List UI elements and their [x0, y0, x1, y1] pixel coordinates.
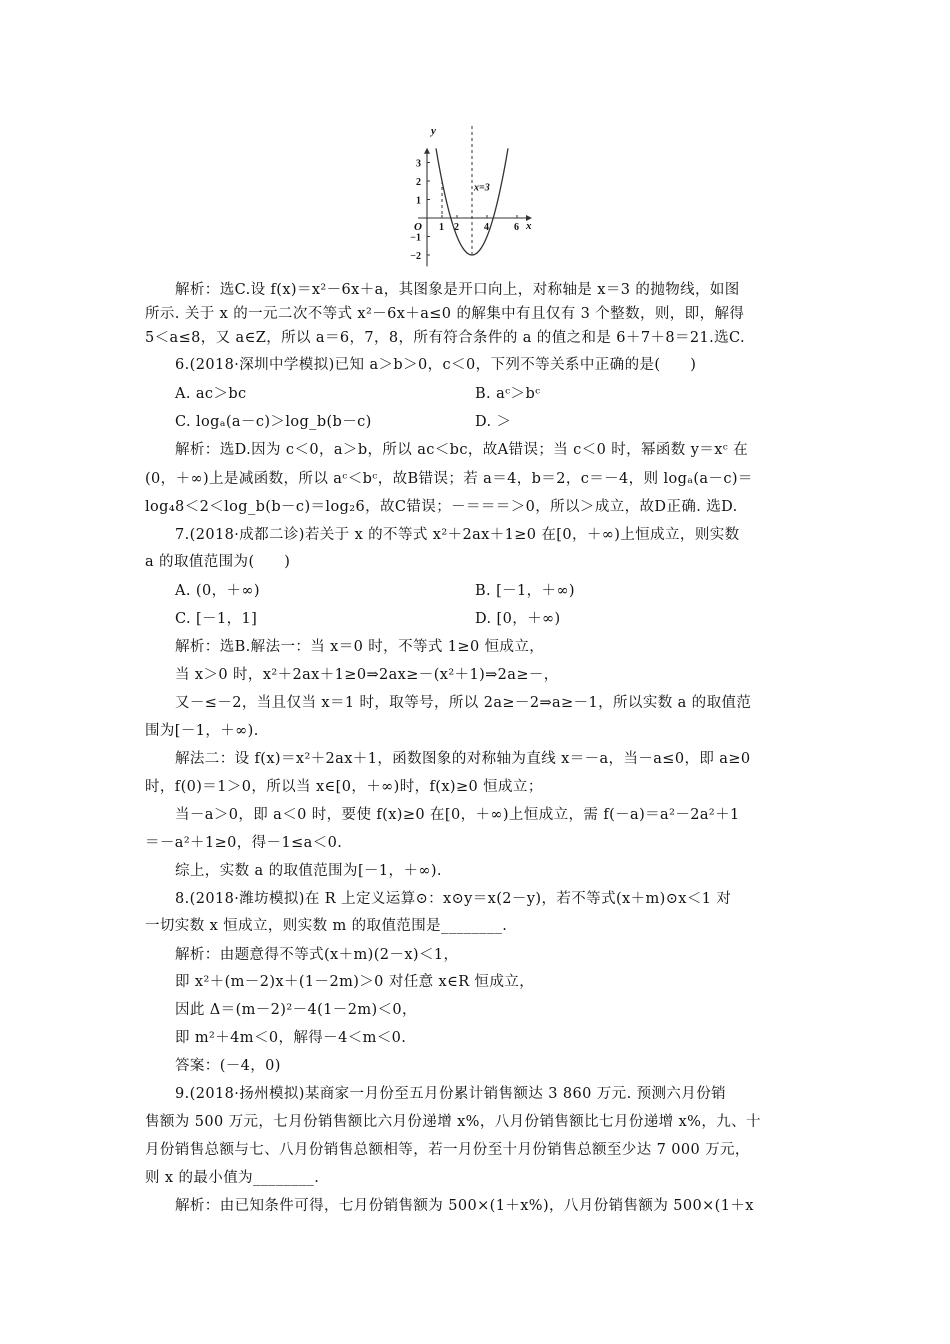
y-tick-label: 3	[416, 158, 421, 170]
solution-7-line-9: 综上，实数 a 的取值范围为[－1，＋∞).	[175, 863, 442, 879]
solution-7-line-3: 又－≤－2，当且仅当 x＝1 时，取等号，所以 2a≥－2⇒a≥－1，所以实数 a 的取值范	[175, 695, 752, 711]
origin-label: O	[414, 221, 422, 233]
q7-option-b: B. [－1，＋∞)	[475, 583, 575, 599]
symmetry-annotation: x=3	[474, 182, 490, 194]
question-8-stem-line-1: 8.(2018·潍坊模拟)在 R 上定义运算⊙：x⊙y＝x(2－y)，若不等式(x＋m)⊙x＜1 对	[175, 891, 732, 907]
y-axis-label: y	[431, 125, 436, 137]
solution-7-line-4: 围为[－1，＋∞).	[145, 723, 259, 739]
solution-5-line-3: 5＜a≤8，又 a∈Z，所以 a＝6，7，8，所有符合条件的 a 的值之和是 6＋7＋8＝21.选C.	[145, 330, 746, 346]
y-tick-label: −1	[410, 232, 421, 244]
question-9-stem-line-4: 则 x 的最小值为________.	[145, 1170, 320, 1186]
question-7-stem-line-2: a 的取值范围为( )	[145, 554, 291, 570]
answer-8: 答案：(－4，0)	[175, 1058, 281, 1074]
question-9-stem-line-1: 9.(2018·扬州模拟)某商家一月份至五月份累计销售额达 3 860 万元. 预测六月份销	[175, 1086, 727, 1102]
question-8-stem-line-2: 一切实数 x 恒成立，则实数 m 的取值范围是________.	[145, 918, 508, 934]
solution-6-line-1: 解析：选D.因为 c＜0，a＞b，所以 ac＜bc，故A错误；当 c＜0 时，幂函数 y＝xᶜ 在	[175, 442, 749, 458]
solution-7-line-5: 解法二：设 f(x)＝x²＋2ax＋1，函数图象的对称轴为直线 x＝－a，当－a≤0，即 a≥0	[175, 751, 751, 767]
solution-8-line-4: 即 m²＋4m＜0，解得－4＜m＜0.	[175, 1030, 407, 1046]
parabola-graph	[405, 122, 587, 272]
x-tick-label: 2	[454, 222, 459, 233]
solution-8-line-1: 解析：由题意得不等式(x＋m)(2－x)＜1，	[175, 947, 459, 963]
q6-option-a: A. ac＞bc	[175, 386, 247, 402]
question-6-stem: 6.(2018·深圳中学模拟)已知 a＞b＞0，c＜0，下列不等关系中正确的是( )	[175, 357, 697, 373]
y-tick-label: 2	[416, 177, 421, 188]
q7-option-a: A. (0，＋∞)	[175, 583, 260, 599]
q7-option-d: D. [0，＋∞)	[475, 611, 561, 627]
x-tick-label: 1	[439, 222, 444, 233]
solution-7-line-8: ＝－a²＋1≥0，得－1≤a＜0.	[145, 835, 343, 851]
y-tick-label: −2	[410, 251, 421, 262]
x-tick-label: 6	[514, 222, 519, 233]
solution-7-line-2: 当 x＞0 时，x²＋2ax＋1≥0⇒2ax≥－(x²＋1)⇒2a≥－，	[175, 667, 559, 683]
solution-5-line-1: 解析：选C.设 f(x)＝x²－6x＋a，其图象是开口向上，对称轴是 x＝3 的抛物线，如图	[175, 282, 740, 298]
question-9-stem-line-2: 售额为 500 万元，七月份销售额比六月份递增 x%，八月份销售额比七月份递增 x%，九、十	[145, 1114, 761, 1130]
solution-7-line-1: 解析：选B.解法一：当 x＝0 时，不等式 1≥0 恒成立，	[175, 639, 545, 655]
parabola-figure	[405, 122, 587, 272]
q6-option-d: D. ＞	[475, 414, 512, 430]
y-axis-arrow	[424, 148, 430, 154]
q6-option-c: C. logₐ(a－c)＞log_b(b－c)	[175, 414, 372, 430]
x-axis-label: x	[526, 220, 532, 232]
q7-option-c: C. [－1，1]	[175, 611, 258, 627]
solution-8-line-2: 即 x²＋(m－2)x＋(1－2m)＞0 对任意 x∈R 恒成立，	[175, 974, 535, 990]
solution-7-line-7: 当－a＞0，即 a＜0 时，要使 f(x)≥0 在[0，＋∞)上恒成立，需 f(－a)＝a²－2a²＋1	[175, 807, 740, 823]
solution-9-line-1: 解析：由已知条件可得，七月份销售额为 500×(1＋x%)，八月份销售额为 500×(1＋x	[175, 1198, 754, 1214]
question-9-stem-line-3: 月份销售总额与七、八月份销售总额相等，若一月份至十月份销售总额至少达 7 000 万元，	[145, 1142, 750, 1158]
y-tick-label: 1	[416, 195, 421, 207]
solution-8-line-3: 因此 Δ＝(m－2)²－4(1－2m)＜0，	[175, 1002, 417, 1018]
solution-6-line-3: log₄8＜2＜log_b(b－c)＝log₂6，故C错误；－＝＝＝＞0，所以＞成立，故D正确. 选D.	[145, 499, 738, 515]
solution-5-line-2: 所示. 关于 x 的一元二次不等式 x²－6x＋a≤0 的解集中有且仅有 3 个整数，则，即，解得	[145, 306, 745, 322]
q6-option-b: B. aᶜ＞bᶜ	[475, 386, 541, 402]
solution-6-line-2: (0，＋∞)上是减函数，所以 aᶜ＜bᶜ，故B错误；若 a＝4，b＝2，c＝－4，则 logₐ(a－c)＝	[145, 471, 753, 487]
question-7-stem-line-1: 7.(2018·成都二诊)若关于 x 的不等式 x²＋2ax＋1≥0 在[0，＋∞)上恒成立，则实数	[175, 527, 740, 543]
x-tick-label: 4	[484, 222, 489, 233]
solution-7-line-6: 时，f(0)＝1＞0，所以当 x∈[0，＋∞)时，f(x)≥0 恒成立；	[145, 779, 543, 795]
